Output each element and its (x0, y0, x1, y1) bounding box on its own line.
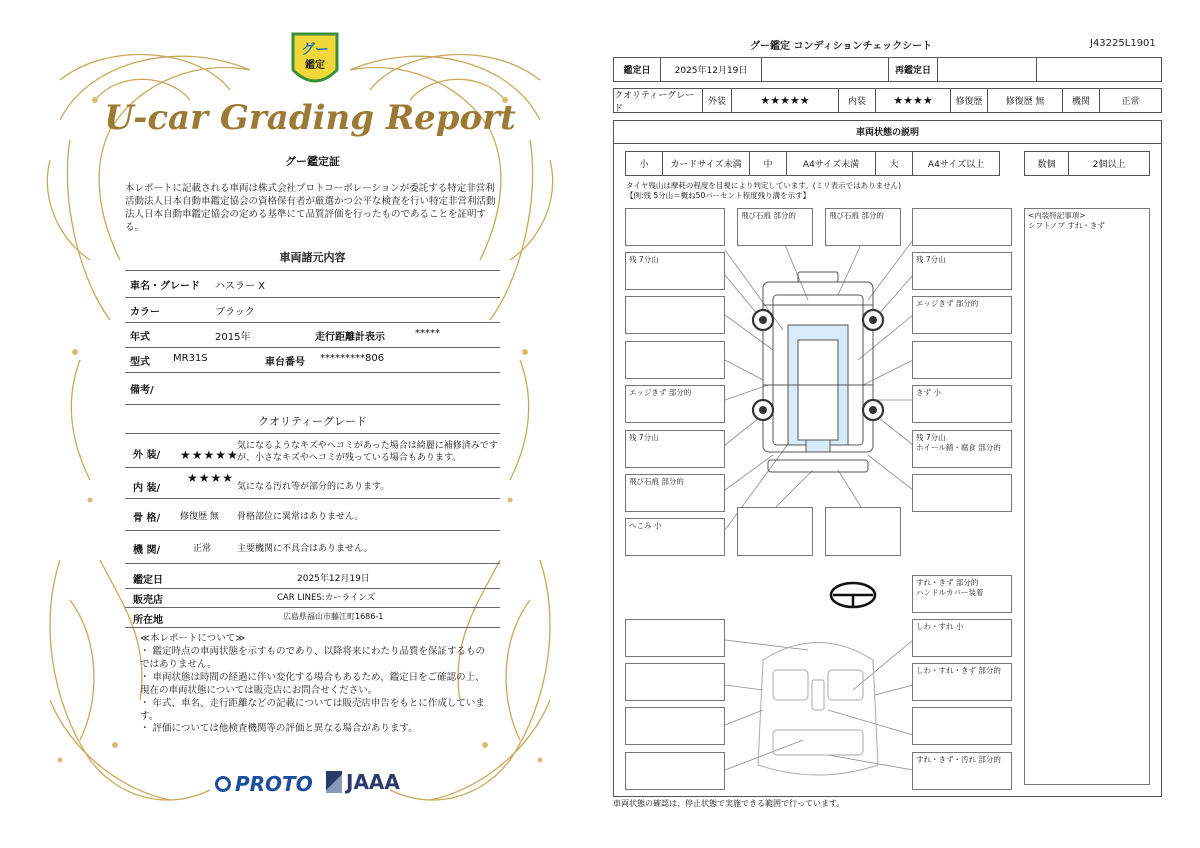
divider (125, 347, 500, 348)
size-mid-desc: A4サイズ未満 (786, 151, 876, 176)
divider (125, 270, 500, 271)
count-label: 数個 (1024, 151, 1069, 176)
divider (125, 404, 500, 405)
size-small-desc: カードサイズ未満 (662, 151, 750, 176)
damage-box: へこみ 小 (625, 518, 725, 556)
repair-history-value: 修復歴 無 (987, 88, 1063, 113)
quality-grade-label: クオリティーグレード (613, 88, 703, 113)
spec-row-remarks: 備考/ (130, 385, 154, 396)
divider (125, 498, 500, 499)
goo-kantei-badge-icon (285, 30, 345, 92)
count-desc: 2個以上 (1068, 151, 1150, 176)
damage-box: しわ・すれ 小 (912, 619, 1012, 657)
divider (125, 297, 500, 298)
spec-heading: 車両諸元内容 (279, 251, 346, 264)
divider (125, 530, 500, 531)
damage-box (625, 208, 725, 246)
proto-logo: PROTO (215, 772, 313, 796)
engine-value: 正常 (1099, 88, 1162, 113)
inspection-date-value: 2025年12月19日 (660, 57, 762, 82)
divider (125, 563, 500, 564)
spec-row-year: 年式 2015年 走行距離計表示 ***** (130, 328, 440, 343)
note-3: ・ 年式、車名、走行距離などの記載については販売店申告をもとに作成しています。 (140, 698, 485, 722)
quality-heading: クオリティーグレード (258, 415, 367, 428)
quality-row-exterior: 外 装/ ★★★★★ 気になるようなキズやヘコミがあった場合は綺麗に補修済みですが、小さなキズやヘコミが残っている場合もあります。 (133, 441, 498, 463)
blank-cell (761, 57, 889, 82)
blank-cell (937, 57, 1037, 82)
damage-box: 残 7分山 (625, 430, 725, 468)
spec-row-name: 車名・グレード ハスラー X (130, 281, 266, 292)
size-large-label: 大 (875, 151, 913, 176)
damage-box (912, 341, 1012, 379)
steering-wheel-icon (831, 583, 875, 607)
divider (125, 627, 500, 628)
damage-box: エッジきず 部分的 (912, 296, 1012, 334)
interior-notes-text: シフトノブ すれ・きず (1028, 221, 1105, 230)
damage-box (625, 619, 725, 657)
damage-box: 残 7分山 (912, 252, 1012, 290)
damage-box (625, 663, 725, 701)
notes-heading: ≪本レポートについて≫ (140, 633, 246, 644)
repair-history-label: 修復歴 (950, 88, 988, 113)
info-row-shop: 販売店 CAR LINES:カーラインズ (133, 593, 376, 606)
sheet-footer-note: 車両状態の確認は、停止状態で実施できる範囲で行っています。 (613, 799, 845, 808)
interior-notes-box (1024, 208, 1150, 785)
damage-box: 飛び石痕 部分的 (825, 208, 901, 246)
quality-row-interior: ★★★★ 内 装/ 気になる汚れ等が部分的にあります。 (133, 471, 390, 494)
damage-box (737, 507, 813, 556)
damage-box: きず 小 (912, 385, 1012, 423)
size-small-label: 小 (625, 151, 663, 176)
divider (125, 607, 500, 608)
divider (125, 588, 500, 589)
damage-box (625, 296, 725, 334)
note-1: ・ 鑑定時点の車両状態を示すものであり、以降将来にわたり品質を保証するものではありません。 (140, 646, 486, 670)
tire-note-2: 【例:残 5分山＝概ね50パーセント程度残り溝を示す】 (626, 191, 811, 200)
size-mid-label: 中 (749, 151, 787, 176)
damage-box (625, 752, 725, 790)
damage-box (912, 474, 1012, 512)
spec-row-model: 型式 MR31S 車台番号 *********806 (130, 353, 385, 368)
quality-row-frame: 骨 格/ 修復歴 無 骨格部位に異常はありません。 (133, 512, 364, 524)
certificate-intro: 本レポートに記載される車両は株式会社プロトコーポレーションが委託する特定非営利活動法人日本自動車鑑定協会の資格保有者が厳選かつ公平な検査を行い特定非営利活動法人日本自動車鑑定協会の定める基準にて品質評価を行ったものであることを証明する。 (125, 183, 496, 233)
damage-box (825, 507, 901, 556)
spec-row-color: カラー ブラック (130, 307, 255, 318)
damage-box: 飛び石痕 部分的 (737, 208, 813, 246)
divider (125, 322, 500, 323)
document-id: J43225L1901 (1090, 38, 1156, 49)
size-large-desc: A4サイズ以上 (912, 151, 1000, 176)
report-script-title: U-car Grading Report (104, 98, 516, 138)
jaaa-mark-icon (326, 771, 342, 793)
reinspection-label: 再鑑定日 (888, 57, 938, 82)
certificate-heading: グー鑑定証 (285, 155, 340, 168)
divider (125, 467, 500, 468)
exterior-stars: ★★★★★ (731, 88, 839, 113)
damage-box (625, 707, 725, 745)
inspection-date-label: 鑑定日 (613, 57, 661, 82)
tire-note-1: タイヤ残山は摩耗の程度を目視により判定しています。(ミリ表示ではありません) (626, 181, 902, 190)
damage-box: すれ・きず 部分的 ハンドルカバー装着 (912, 575, 1012, 613)
sheet-title: グー鑑定 コンディションチェックシート (750, 41, 933, 52)
interior-notes-title: <内装特記事項> (1028, 211, 1086, 220)
damage-box: 飛び石痕 部分的 (625, 474, 725, 512)
info-row-location: 所在地 広島県福山市藤江町1686-1 (133, 612, 384, 626)
damage-box: 残 7分山 (625, 252, 725, 290)
damage-box (625, 341, 725, 379)
divider (125, 433, 500, 434)
damage-box: エッジきず 部分的 (625, 385, 725, 423)
note-4: ・ 評価については他検査機関等の評価と異なる場合があります。 (140, 723, 418, 734)
exterior-label: 外装 (702, 88, 732, 113)
svg-text:グー: グー (301, 42, 329, 58)
engine-label: 機関 (1062, 88, 1100, 113)
divider (125, 372, 500, 373)
damage-box (912, 707, 1012, 745)
blank-cell (1036, 57, 1162, 82)
note-2: ・ 車両状態は時間の経過に伴い変化する場合もあるため、鑑定日をご確認の上、現在の車両状態については販売店にお問合せください。 (140, 672, 485, 696)
interior-stars: ★★★★ (875, 88, 951, 113)
info-row-date: 鑑定日 2025年12月19日 (133, 574, 370, 586)
quality-row-engine: 機 関/ 正常 主要機関に不具合はありません。 (133, 544, 373, 556)
damage-box: 残 7分山 ホイール錆・腐食 部分的 (912, 430, 1012, 468)
proto-mark-icon (215, 776, 231, 792)
jaaa-logo: JAAA (326, 770, 400, 794)
interior-label: 内装 (838, 88, 876, 113)
damage-box: しわ・すれ・きず 部分的 (912, 663, 1012, 701)
svg-text:鑑定: 鑑定 (305, 60, 325, 71)
damage-box (912, 208, 1012, 246)
damage-box: すれ・きず・汚れ 部分的 (912, 752, 1012, 790)
condition-heading: 車両状態の説明 (613, 120, 1162, 144)
